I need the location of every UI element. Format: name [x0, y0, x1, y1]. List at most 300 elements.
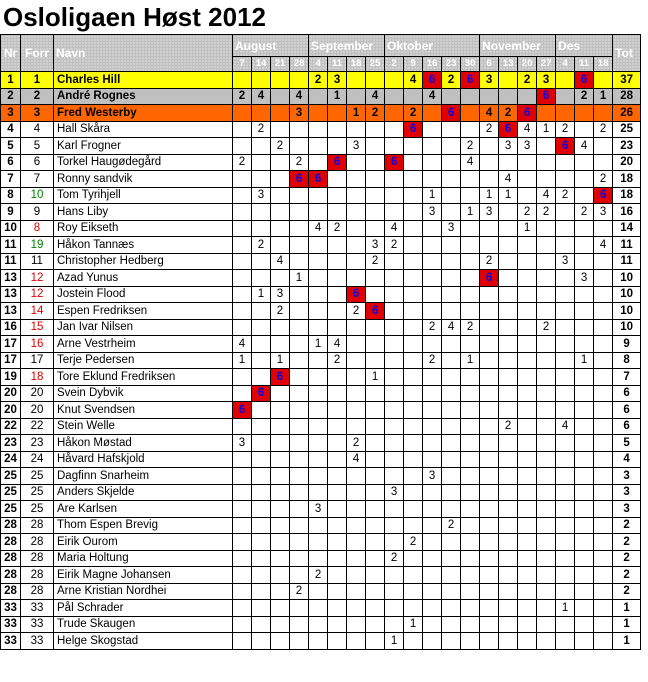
score-cell	[423, 402, 442, 419]
score-cell	[480, 435, 499, 452]
player-name-cell: Svein Dybvik	[54, 385, 233, 402]
previous-rank-cell: 28	[21, 583, 54, 600]
score-cell	[404, 484, 423, 501]
score-cell	[442, 402, 461, 419]
score-cell	[233, 517, 252, 534]
rank-cell: 23	[1, 435, 21, 452]
score-cell	[480, 616, 499, 633]
table-row	[1, 435, 641, 452]
score-cell	[442, 484, 461, 501]
score-cell	[518, 616, 537, 633]
score-cell	[366, 517, 385, 534]
score-cell: 4	[290, 88, 309, 105]
score-cell	[309, 451, 328, 468]
rank-cell: 24	[1, 451, 21, 468]
score-cell	[442, 303, 461, 320]
score-cell: 4	[594, 237, 613, 254]
table-row	[1, 154, 641, 171]
score-cell	[575, 237, 594, 254]
score-cell	[404, 270, 423, 287]
previous-rank-cell: 11	[21, 253, 54, 270]
score-cell: 2	[385, 550, 404, 567]
total-cell: 11	[613, 253, 641, 270]
previous-rank-cell: 6	[21, 154, 54, 171]
score-cell	[271, 600, 290, 617]
score-cell	[271, 517, 290, 534]
score-cell	[594, 583, 613, 600]
score-cell	[499, 501, 518, 518]
score-cell	[556, 616, 575, 633]
score-cell	[328, 633, 347, 650]
table-row	[1, 352, 641, 369]
previous-rank-cell: 25	[21, 468, 54, 485]
score-cell	[575, 105, 594, 122]
score-cell	[461, 171, 480, 188]
score-cell	[404, 567, 423, 584]
score-cell	[366, 336, 385, 353]
total-cell: 1	[613, 616, 641, 633]
score-cell	[233, 121, 252, 138]
score-cell	[404, 550, 423, 567]
score-cell: 1	[404, 616, 423, 633]
score-cell	[518, 369, 537, 386]
score-cell	[328, 237, 347, 254]
score-cell: 3	[480, 204, 499, 221]
score-cell	[233, 550, 252, 567]
score-cell	[594, 352, 613, 369]
score-cell	[556, 303, 575, 320]
score-cell	[347, 468, 366, 485]
score-cell: 3	[233, 435, 252, 452]
score-cell: 2	[290, 154, 309, 171]
score-cell	[328, 418, 347, 435]
score-cell	[442, 550, 461, 567]
score-cell	[556, 567, 575, 584]
score-cell	[385, 435, 404, 452]
score-cell: 6	[309, 171, 328, 188]
score-cell	[366, 583, 385, 600]
score-cell	[499, 385, 518, 402]
previous-rank-cell: 33	[21, 616, 54, 633]
score-cell: 4	[461, 154, 480, 171]
score-cell	[518, 187, 537, 204]
score-cell	[594, 550, 613, 567]
player-name-cell: Espen Fredriksen	[54, 303, 233, 320]
score-cell	[480, 567, 499, 584]
score-cell: 3	[271, 286, 290, 303]
score-cell: 3	[442, 220, 461, 237]
score-cell	[271, 534, 290, 551]
table-row	[1, 385, 641, 402]
score-cell	[290, 369, 309, 386]
score-cell	[233, 600, 252, 617]
score-cell	[233, 270, 252, 287]
score-cell	[385, 352, 404, 369]
table-row	[1, 600, 641, 617]
score-cell	[404, 402, 423, 419]
score-cell: 3	[385, 484, 404, 501]
score-cell	[499, 484, 518, 501]
total-cell: 2	[613, 550, 641, 567]
score-cell: 2	[252, 121, 271, 138]
score-cell: 2	[442, 517, 461, 534]
score-cell	[252, 633, 271, 650]
score-cell	[271, 105, 290, 122]
score-cell	[480, 286, 499, 303]
score-cell	[423, 220, 442, 237]
score-cell	[423, 633, 442, 650]
score-cell	[442, 336, 461, 353]
score-cell: 1	[252, 286, 271, 303]
total-cell: 7	[613, 369, 641, 386]
score-cell	[290, 600, 309, 617]
score-cell	[518, 253, 537, 270]
table-row	[1, 138, 641, 155]
previous-rank-cell: 5	[21, 138, 54, 155]
score-cell	[347, 237, 366, 254]
score-cell	[290, 121, 309, 138]
score-cell	[423, 336, 442, 353]
score-cell	[537, 484, 556, 501]
score-cell	[347, 88, 366, 105]
score-cell	[366, 567, 385, 584]
score-cell	[499, 352, 518, 369]
score-cell	[385, 583, 404, 600]
score-cell: 6	[252, 385, 271, 402]
score-cell	[461, 600, 480, 617]
score-cell	[423, 121, 442, 138]
score-cell	[309, 88, 328, 105]
score-cell	[404, 468, 423, 485]
score-cell: 1	[461, 352, 480, 369]
score-cell	[423, 517, 442, 534]
table-body	[1, 72, 641, 650]
player-name-cell: Helge Skogstad	[54, 633, 233, 650]
score-cell	[499, 154, 518, 171]
score-cell	[594, 484, 613, 501]
score-cell: 2	[499, 105, 518, 122]
score-cell: 2	[271, 303, 290, 320]
score-cell	[480, 138, 499, 155]
previous-rank-cell: 3	[21, 105, 54, 122]
score-cell	[233, 369, 252, 386]
score-cell	[404, 286, 423, 303]
score-cell	[328, 435, 347, 452]
table-row	[1, 88, 641, 105]
score-cell	[366, 385, 385, 402]
score-cell	[309, 187, 328, 204]
score-cell	[556, 88, 575, 105]
score-cell	[423, 171, 442, 188]
score-cell	[309, 253, 328, 270]
score-cell	[290, 633, 309, 650]
player-name-cell: Azad Yunus	[54, 270, 233, 287]
previous-rank-cell: 23	[21, 435, 54, 452]
previous-rank-cell: 4	[21, 121, 54, 138]
score-cell	[442, 418, 461, 435]
score-cell: 6	[480, 270, 499, 287]
score-cell	[347, 484, 366, 501]
score-cell: 1	[423, 187, 442, 204]
player-name-cell: Terje Pedersen	[54, 352, 233, 369]
score-cell	[404, 451, 423, 468]
previous-rank-cell: 28	[21, 567, 54, 584]
score-cell	[499, 220, 518, 237]
player-name-cell: Karl Frogner	[54, 138, 233, 155]
score-cell	[461, 237, 480, 254]
score-cell	[518, 534, 537, 551]
rank-cell: 8	[1, 187, 21, 204]
score-cell	[518, 385, 537, 402]
rank-cell: 11	[1, 237, 21, 254]
score-cell	[461, 336, 480, 353]
score-cell	[423, 616, 442, 633]
score-cell	[366, 352, 385, 369]
total-cell: 6	[613, 402, 641, 419]
score-cell	[461, 105, 480, 122]
total-cell: 10	[613, 286, 641, 303]
total-cell: 5	[613, 435, 641, 452]
score-cell	[385, 138, 404, 155]
score-cell	[499, 583, 518, 600]
score-cell	[423, 567, 442, 584]
total-cell: 2	[613, 534, 641, 551]
score-cell: 1	[556, 600, 575, 617]
score-cell	[271, 385, 290, 402]
score-cell	[537, 402, 556, 419]
score-cell	[290, 253, 309, 270]
score-cell	[480, 534, 499, 551]
score-cell	[537, 336, 556, 353]
score-cell	[461, 121, 480, 138]
score-cell	[252, 484, 271, 501]
header-date: 28	[290, 57, 309, 72]
score-cell	[385, 534, 404, 551]
score-cell	[271, 484, 290, 501]
rank-cell: 25	[1, 468, 21, 485]
score-cell	[290, 385, 309, 402]
score-cell	[575, 451, 594, 468]
score-cell	[233, 616, 252, 633]
rank-cell: 10	[1, 220, 21, 237]
score-cell	[404, 369, 423, 386]
score-cell	[252, 270, 271, 287]
total-cell: 23	[613, 138, 641, 155]
header-date: 4	[556, 57, 575, 72]
score-cell	[233, 385, 252, 402]
score-cell	[575, 468, 594, 485]
score-cell: 2	[290, 583, 309, 600]
header-date: 13	[499, 57, 518, 72]
score-cell	[423, 501, 442, 518]
score-cell	[271, 550, 290, 567]
header-date: 18	[347, 57, 366, 72]
player-name-cell: Ronny sandvik	[54, 171, 233, 188]
score-cell	[442, 352, 461, 369]
score-cell	[252, 220, 271, 237]
score-cell	[499, 253, 518, 270]
score-cell	[233, 567, 252, 584]
score-cell	[461, 484, 480, 501]
score-cell	[404, 237, 423, 254]
score-cell	[309, 583, 328, 600]
score-cell	[271, 270, 290, 287]
score-cell: 2	[404, 534, 423, 551]
score-cell	[499, 616, 518, 633]
score-cell	[594, 319, 613, 336]
previous-rank-cell: 20	[21, 402, 54, 419]
score-cell	[366, 121, 385, 138]
score-cell	[423, 270, 442, 287]
score-cell	[594, 72, 613, 89]
score-cell	[442, 583, 461, 600]
score-cell	[594, 567, 613, 584]
score-cell	[556, 501, 575, 518]
header-date: 7	[233, 57, 252, 72]
score-cell: 1	[233, 352, 252, 369]
table-row	[1, 220, 641, 237]
score-cell	[404, 501, 423, 518]
score-cell	[328, 270, 347, 287]
score-cell: 2	[366, 253, 385, 270]
score-cell	[499, 237, 518, 254]
score-cell	[480, 385, 499, 402]
score-cell: 6	[385, 154, 404, 171]
score-cell: 4	[366, 88, 385, 105]
score-cell: 2	[594, 171, 613, 188]
score-cell	[594, 105, 613, 122]
score-cell: 3	[366, 237, 385, 254]
score-cell: 6	[347, 286, 366, 303]
score-cell: 3	[423, 204, 442, 221]
score-cell	[537, 468, 556, 485]
score-cell	[233, 171, 252, 188]
score-cell	[252, 600, 271, 617]
player-name-cell: Stein Welle	[54, 418, 233, 435]
score-cell	[252, 451, 271, 468]
score-cell	[518, 451, 537, 468]
score-cell	[499, 319, 518, 336]
total-cell: 6	[613, 418, 641, 435]
score-cell	[537, 369, 556, 386]
score-cell: 2	[366, 105, 385, 122]
score-cell	[575, 220, 594, 237]
score-cell	[366, 319, 385, 336]
score-cell	[385, 600, 404, 617]
total-cell: 10	[613, 319, 641, 336]
score-cell	[461, 88, 480, 105]
score-cell	[347, 583, 366, 600]
header-month: August	[233, 35, 309, 57]
rank-cell: 11	[1, 253, 21, 270]
table-header	[1, 35, 641, 72]
score-cell	[442, 237, 461, 254]
score-cell	[480, 517, 499, 534]
previous-rank-cell: 24	[21, 451, 54, 468]
total-cell: 3	[613, 484, 641, 501]
score-cell	[309, 402, 328, 419]
score-cell	[404, 187, 423, 204]
score-cell	[328, 501, 347, 518]
table-row	[1, 517, 641, 534]
score-cell: 6	[499, 121, 518, 138]
score-cell: 1	[271, 352, 290, 369]
score-cell	[233, 187, 252, 204]
score-cell	[518, 319, 537, 336]
score-cell	[461, 220, 480, 237]
table-row	[1, 550, 641, 567]
previous-rank-cell: 25	[21, 484, 54, 501]
score-cell	[499, 336, 518, 353]
score-cell	[347, 501, 366, 518]
score-cell	[233, 220, 252, 237]
score-cell	[366, 171, 385, 188]
score-cell	[480, 220, 499, 237]
score-cell	[518, 633, 537, 650]
score-cell: 4	[309, 220, 328, 237]
score-cell: 3	[252, 187, 271, 204]
score-cell	[347, 187, 366, 204]
table-row	[1, 451, 641, 468]
score-cell	[233, 286, 252, 303]
score-cell	[233, 468, 252, 485]
rank-cell: 17	[1, 352, 21, 369]
score-cell	[556, 517, 575, 534]
score-cell	[518, 600, 537, 617]
score-cell	[461, 303, 480, 320]
score-cell	[366, 187, 385, 204]
score-cell	[404, 633, 423, 650]
score-cell: 2	[404, 105, 423, 122]
score-cell: 2	[423, 352, 442, 369]
score-cell: 2	[233, 154, 252, 171]
score-cell	[347, 121, 366, 138]
score-cell: 2	[480, 121, 499, 138]
score-cell	[385, 336, 404, 353]
rank-cell: 22	[1, 418, 21, 435]
total-cell: 14	[613, 220, 641, 237]
rank-cell: 33	[1, 616, 21, 633]
score-cell	[252, 534, 271, 551]
score-cell	[518, 154, 537, 171]
total-cell: 10	[613, 270, 641, 287]
score-cell	[271, 88, 290, 105]
score-cell	[594, 435, 613, 452]
score-cell	[366, 402, 385, 419]
score-cell	[556, 534, 575, 551]
score-cell	[594, 402, 613, 419]
score-cell	[404, 303, 423, 320]
score-cell: 2	[556, 121, 575, 138]
score-cell	[271, 418, 290, 435]
score-cell	[328, 385, 347, 402]
player-name-cell: Christopher Hedberg	[54, 253, 233, 270]
score-cell	[385, 88, 404, 105]
score-cell	[385, 402, 404, 419]
score-cell	[233, 138, 252, 155]
score-cell	[442, 270, 461, 287]
score-cell	[404, 336, 423, 353]
score-cell	[518, 435, 537, 452]
score-cell	[537, 138, 556, 155]
score-cell	[442, 253, 461, 270]
score-cell	[556, 583, 575, 600]
score-cell	[442, 138, 461, 155]
score-cell	[328, 121, 347, 138]
score-cell: 6	[594, 187, 613, 204]
score-cell	[404, 385, 423, 402]
score-cell	[347, 352, 366, 369]
